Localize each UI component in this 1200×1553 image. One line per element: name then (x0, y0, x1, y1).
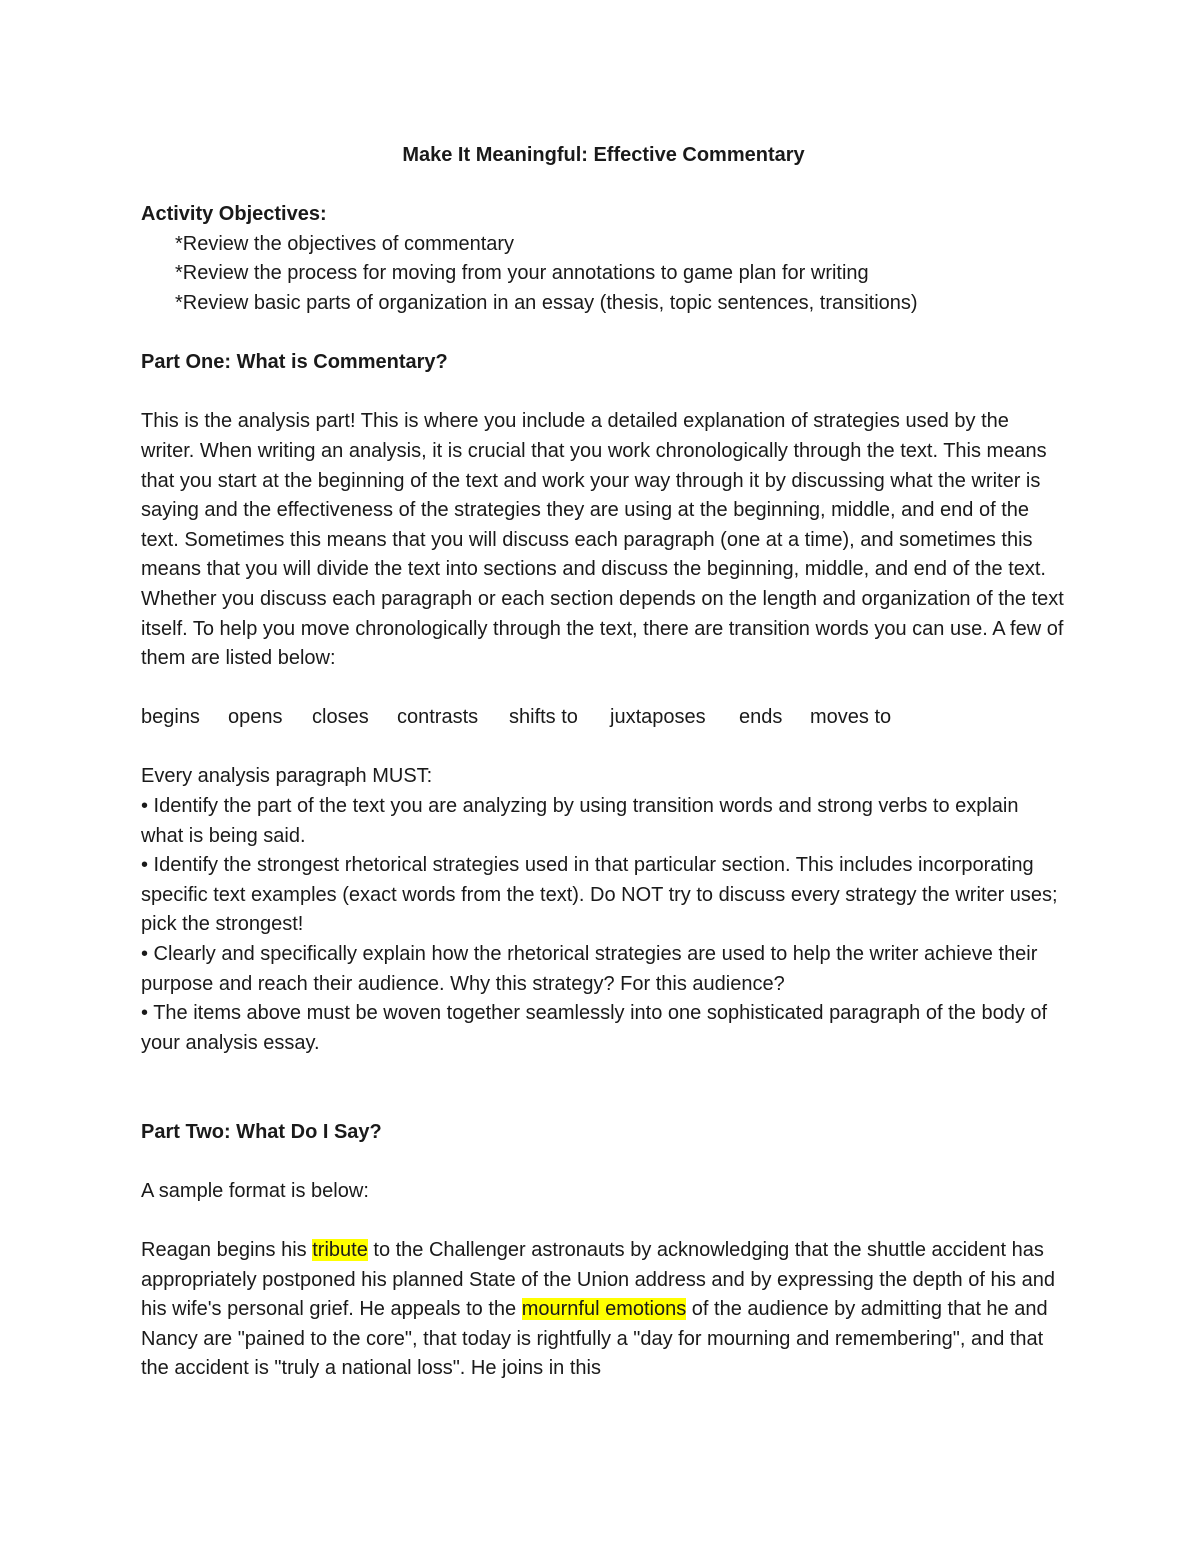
objective-item: *Review the process for moving from your annotations to game plan for writing (175, 262, 869, 285)
sample-text: to the Challenger astronauts by acknowledging that the shuttle accident has appropriately postponed his planned State of the Union address and by expressing the depth of his and his wife's personal grief. He appeals to the (141, 1238, 1055, 1321)
transition-word: begins (141, 706, 200, 729)
sample-intro: A sample format is below: (141, 1179, 369, 1202)
transition-word: ends (739, 706, 783, 729)
must-intro: Every analysis paragraph MUST: (141, 765, 433, 788)
document-title: Make It Meaningful: Effective Commentary (402, 144, 805, 166)
transition-word: moves to (810, 706, 892, 729)
transition-word: closes (312, 706, 369, 729)
objective-item: *Review basic parts of organization in an essay (thesis, topic sentences, transitions) (175, 291, 918, 314)
sample-paragraph (141, 1236, 1066, 1384)
must-bullet: • Identify the part of the text you are analyzing by using transition words and strong verbs to explain what is being said. (141, 795, 1019, 847)
must-bullet: • Clearly and specifically explain how the rhetorical strategies are used to help the writer achieve their purpose and reach their audience. Why this strategy? For this audience? (141, 943, 1038, 995)
part-one-heading: Part One: What is Commentary? (141, 351, 448, 374)
highlighted-text: mournful emotions (521, 1298, 687, 1321)
objective-item: *Review the objectives of commentary (175, 232, 515, 255)
must-bullet: • The items above must be woven together seamlessly into one sophisticated paragraph of the body of your analysis essay. (141, 1002, 1048, 1054)
transition-word: juxtaposes (610, 706, 706, 729)
transition-words (141, 703, 1066, 733)
sample-text: of the audience by admitting that he and Nancy are "pained to the core", that today is rightfully a "day for mourning and remembering", and that the accident is "truly a national loss". He joins in this (141, 1298, 1048, 1380)
objectives-heading: Activity Objectives: (141, 203, 327, 226)
objectives-list (141, 230, 1066, 319)
highlighted-text: tribute (312, 1238, 368, 1261)
must-bullet: • Identify the strongest rhetorical strategies used in that particular section. This includes incorporating specific text examples (exact words from the text). Do NOT try to discuss every strategy the writer uses; pick the strongest! (141, 854, 1058, 936)
transition-word: shifts to (509, 706, 578, 729)
transition-word: opens (228, 706, 283, 729)
part-two-heading: Part Two: What Do I Say? (141, 1120, 382, 1143)
transition-word: contrasts (397, 706, 479, 729)
sample-text: Reagan begins his (141, 1238, 313, 1261)
document-body (141, 141, 1066, 1384)
part-one-paragraph: This is the analysis part! This is where you include a detailed explanation of strategies used by the writer. When writing an analysis, it is crucial that you work chronologically through the text. This means that you start at the beginning of the text and work your way through it by discussing what the writer is saying and the effectiveness of the strategies they are using at the beginning, middle, and end of the text. Sometimes this means that you will discuss each paragraph (one at a time), and sometimes this means that you will divide the text into sections and discuss the beginning, middle, and end of the text. Whether you discuss each paragraph or each section depends on the length and organization of the text itself. To help you move chronologically through the text, there are transition words you can use. A few of them are listed below: (141, 410, 1064, 670)
